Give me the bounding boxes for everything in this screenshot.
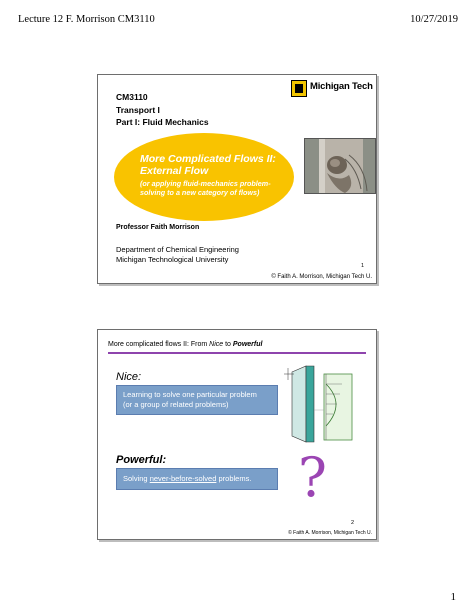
course-name: Transport I xyxy=(116,104,160,115)
page-number: 1 xyxy=(450,591,456,603)
slide-title-to: to xyxy=(223,341,233,348)
document-header-left: Lecture 12 F. Morrison CM3110 xyxy=(18,14,155,25)
powerful-heading: Powerful: xyxy=(116,454,167,466)
slide-number: 1 xyxy=(360,263,364,269)
slide-title-nice: Nice xyxy=(209,341,224,348)
copyright-text: © Faith A. Morrison, Michigan Tech U. xyxy=(288,530,372,536)
document-header-date: 10/27/2019 xyxy=(410,14,458,25)
slide-number: 2 xyxy=(350,520,354,526)
nice-heading: Nice: xyxy=(116,371,142,383)
powerful-description-post: problems. xyxy=(216,474,252,483)
powerful-description-pre: Solving xyxy=(123,474,150,483)
lecture-title-line2: External Flow xyxy=(140,165,209,177)
michigan-tech-logo xyxy=(291,80,375,98)
course-code: CM3110 xyxy=(116,92,148,102)
course-title-block xyxy=(116,91,209,129)
nice-description-box xyxy=(116,385,278,415)
powerful-description-box xyxy=(116,468,278,490)
department-block xyxy=(116,245,239,265)
course-part: Part I: Fluid Mechanics xyxy=(116,117,209,127)
lecture-title-line1: More Complicated Flows II: xyxy=(140,153,276,165)
department-name: Department of Chemical Engineering xyxy=(116,245,239,254)
logo-text: Michigan Tech xyxy=(310,81,373,92)
husky-logo-icon xyxy=(291,80,307,97)
powerful-description-underlined: never-before-solved xyxy=(149,474,217,483)
nice-description-line1: Learning to solve one particular problem xyxy=(123,390,257,399)
professor-name: Professor Faith Morrison xyxy=(116,224,200,231)
slide-title-powerful: Powerful xyxy=(232,341,263,348)
slide-2 xyxy=(97,329,377,540)
slide-title-prefix: More complicated flows II: From xyxy=(108,341,210,348)
title-ellipse xyxy=(114,133,294,221)
title-divider xyxy=(108,352,366,354)
slide-title xyxy=(108,341,262,348)
lecture-title xyxy=(140,153,276,177)
flow-photo-image xyxy=(304,138,376,194)
slide-1 xyxy=(97,74,377,284)
university-name: Michigan Technological University xyxy=(116,255,229,264)
lecture-subtitle: (or applying fluid-mechanics problem-solving to a new category of flows) xyxy=(140,179,271,197)
copyright-text: © Faith A. Morrison, Michigan Tech U. xyxy=(271,274,372,280)
falling-film-diagram xyxy=(280,364,360,444)
nice-description-line2: (or a group of related problems) xyxy=(123,400,229,409)
question-mark-icon: ? xyxy=(298,446,327,509)
